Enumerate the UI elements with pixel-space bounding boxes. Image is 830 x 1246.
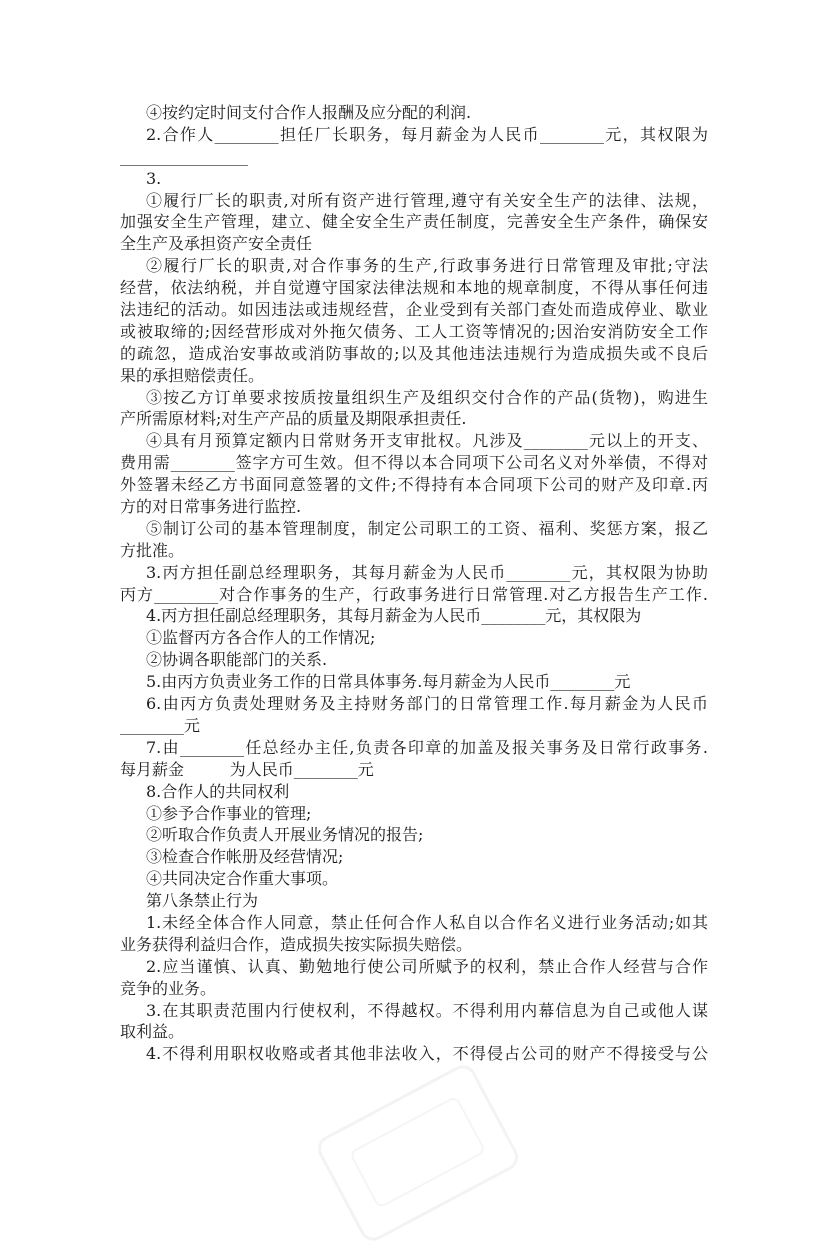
blank-line: ________________: [120, 146, 248, 166]
text-line: 6.由丙方负责处理财务及主持财务部门的日常管理工作.每月薪金为人民币: [146, 694, 708, 714]
article-heading: 第八条禁止行为: [146, 891, 259, 911]
text-line: 2.合作人________担任厂长职务，每月薪金为人民币________元，其权限为: [146, 124, 708, 144]
text-line: 产所需原材料;对生产产品的质量及期限承担责任.: [120, 409, 467, 429]
text-line: ②履行厂长的职责,对合作事务的生产,行政事务进行日常管理及审批;守法: [146, 256, 708, 276]
text-line: 4.丙方担任副总经理职务，其每月薪金为人民币________元，其权限为: [146, 606, 642, 626]
text-line: 丙方________对合作事务的生产，行政事务进行日常管理.对乙方报告生产工作.: [120, 584, 708, 604]
document-page: [120, 102, 708, 1065]
watermark-inner-frame: [349, 1095, 487, 1209]
text-line: 取利益。: [120, 1022, 185, 1042]
list-item: ④共同决定合作重大事项。: [146, 869, 339, 889]
text-line: 3.: [146, 168, 162, 188]
text-line: 费用需________签字方可生效。但不得以本合同项下公司名义对外举债，不得对: [120, 453, 708, 473]
text-line: ________元: [120, 715, 201, 735]
text-line: 1.未经全体合作人同意，禁止任何合作人私自以合作名义进行业务活动;如其: [146, 912, 708, 932]
text-line: 7.由________任总经办主任,负责各印章的加盖及报关事务及日常行政事务.: [146, 737, 708, 757]
text-line: ①监督丙方各合作人的工作情况;: [146, 628, 376, 648]
text-line: 3.在其职责范围内行使权利，不得越权。不得利用内幕信息为自己或他人谋: [146, 1000, 708, 1020]
text-line: 每月薪金 为人民币________元: [120, 759, 374, 779]
text-line: ①履行厂长的职责,对所有资产进行管理,遵守有关安全生产的法律、法规，: [146, 190, 708, 210]
text-line: 外签署未经乙方书面同意签署的文件;不得持有本合同项下公司的财产及印章.丙: [120, 475, 708, 495]
text-line: ②协调各职能部门的关系.: [146, 650, 328, 670]
list-item: ③检查合作帐册及经营情况;: [146, 847, 344, 867]
text-line: ⑤制订公司的基本管理制度，制定公司职工的工资、福利、奖惩方案，报乙: [146, 518, 708, 538]
text-line: 法违纪的活动。如因违法或违规经营，企业受到有关部门查处而造成停业、歇业: [120, 300, 708, 320]
text-line: 业务获得利益归合作，造成损失按实际损失赔偿。: [120, 934, 473, 954]
text-line: 4.不得利用职权收赂或者其他非法收入，不得侵占公司的财产不得接受与公: [146, 1044, 708, 1064]
text-line: 5.由丙方负责业务工作的日常具体事务.每月薪金为人民币________元: [146, 672, 631, 692]
text-line: 3.丙方担任副总经理职务，其每月薪金为人民币________元，其权限为协助: [146, 562, 708, 582]
text-line: ③按乙方订单要求按质按量组织生产及组织交付合作的产品(货物)，购进生: [146, 387, 708, 407]
text-line: ④具有月预算定额内日常财务开支审批权。凡涉及________元以上的开支、: [146, 431, 708, 451]
list-item: ①参予合作事业的管理;: [146, 803, 312, 823]
text-line: 方的对日常事务进行监控.: [120, 497, 302, 517]
text-line: 的疏忽，造成治安事故或消防事故的;以及其他违法违规行为造成损失或不良后: [120, 343, 708, 363]
text-line: 竞争的业务。: [120, 978, 217, 998]
watermark-logo: [313, 1060, 523, 1245]
section-heading: 8.合作人的共同权利: [146, 781, 290, 801]
text-line: 2.应当谨慎、认真、勤勉地行使公司所赋予的权利，禁止合作人经营与合作: [146, 956, 708, 976]
text-line: 经营，依法纳税，并自觉遵守国家法律法规和本地的规章制度，不得从事任何违: [120, 278, 708, 298]
text-line: 方批准。: [120, 540, 185, 560]
text-line: 加强安全生产管理，建立、健全安全生产责任制度，完善安全生产条件，确保安: [120, 212, 708, 232]
text-line: 全生产及承担资产安全责任: [120, 234, 313, 254]
text-line: 或被取缔的;因经营形成对外拖欠债务、工人工资等情况的;因治安消防安全工作: [120, 321, 708, 341]
text-line: ④按约定时间支付合作人报酬及应分配的利润.: [146, 103, 472, 122]
list-item: ②听取合作负责人开展业务情况的报告;: [146, 825, 424, 845]
text-line: 果的承担赔偿责任。: [120, 365, 265, 385]
